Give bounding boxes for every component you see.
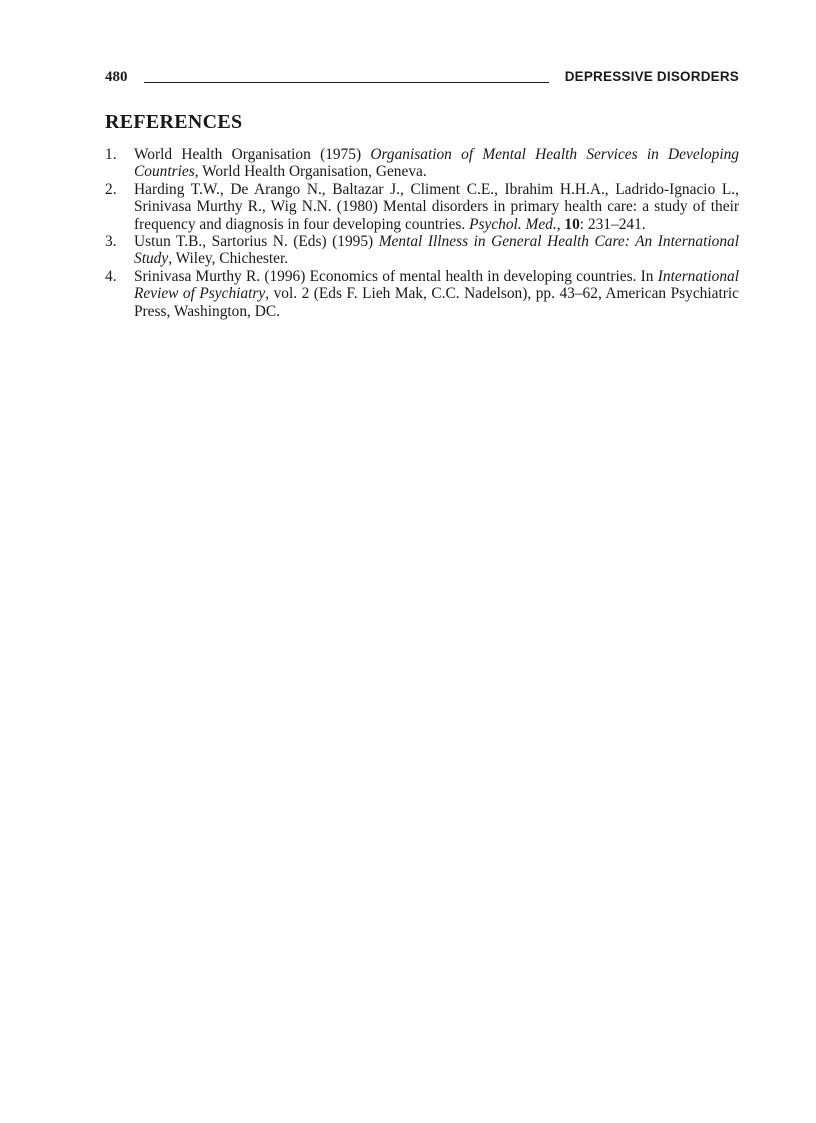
reference-publisher: , World Health Organisation, Geneva. [194, 163, 427, 181]
reference-publisher: , vol. 2 (Eds F. Lieh Mak, C.C. Nadelson), pp. 43–62, American Psychiatric Press, Washington, DC. [134, 285, 739, 320]
reference-text [134, 181, 739, 233]
reference-journal: Psychol. Med. [469, 215, 557, 233]
reference-text [134, 146, 739, 181]
reference-separator: , [556, 215, 565, 233]
reference-pages: : 231–241. [579, 215, 646, 233]
reference-item [105, 268, 739, 320]
reference-item [105, 233, 739, 268]
reference-number: 1. [105, 146, 117, 163]
reference-author: Srinivasa Murthy R. (1996) Economics of mental health in developing countries. In [134, 267, 658, 285]
reference-author: World Health Organisation (1975) [134, 146, 371, 163]
reference-author: Harding T.W., De Arango N., Baltazar J., Climent C.E., Ibrahim H.H.A., Ladrido-Ignacio L., Srinivasa Murthy R., Wig N.N. (1980) Mental disorders in primary health care: a study of their frequency and diagnosis in four developing countries. [134, 180, 739, 233]
reference-title: Organisation of Mental Health Services in Developing Countries [134, 146, 739, 181]
running-head [105, 66, 739, 86]
reference-author: Ustun T.B., Sartorius N. (Eds) (1995) [134, 233, 379, 251]
reference-text [134, 233, 739, 268]
reference-volume: 10 [564, 215, 580, 233]
reference-publisher: , Wiley, Chichester. [168, 250, 289, 268]
running-title: DEPRESSIVE DISORDERS [564, 69, 739, 84]
reference-number: 2. [105, 180, 117, 198]
reference-title: Mental Illness in General Health Care: An International Study [134, 233, 739, 268]
reference-item [105, 146, 739, 181]
page-number: 480 [105, 69, 128, 85]
reference-text [134, 268, 739, 320]
reference-number: 4. [105, 267, 117, 285]
reference-number: 3. [105, 233, 117, 251]
reference-list [105, 146, 739, 320]
reference-book-title: International Review of Psychiatry [134, 267, 739, 303]
header-rule [144, 82, 549, 83]
reference-item [105, 181, 739, 233]
section-heading: REFERENCES [105, 111, 243, 133]
